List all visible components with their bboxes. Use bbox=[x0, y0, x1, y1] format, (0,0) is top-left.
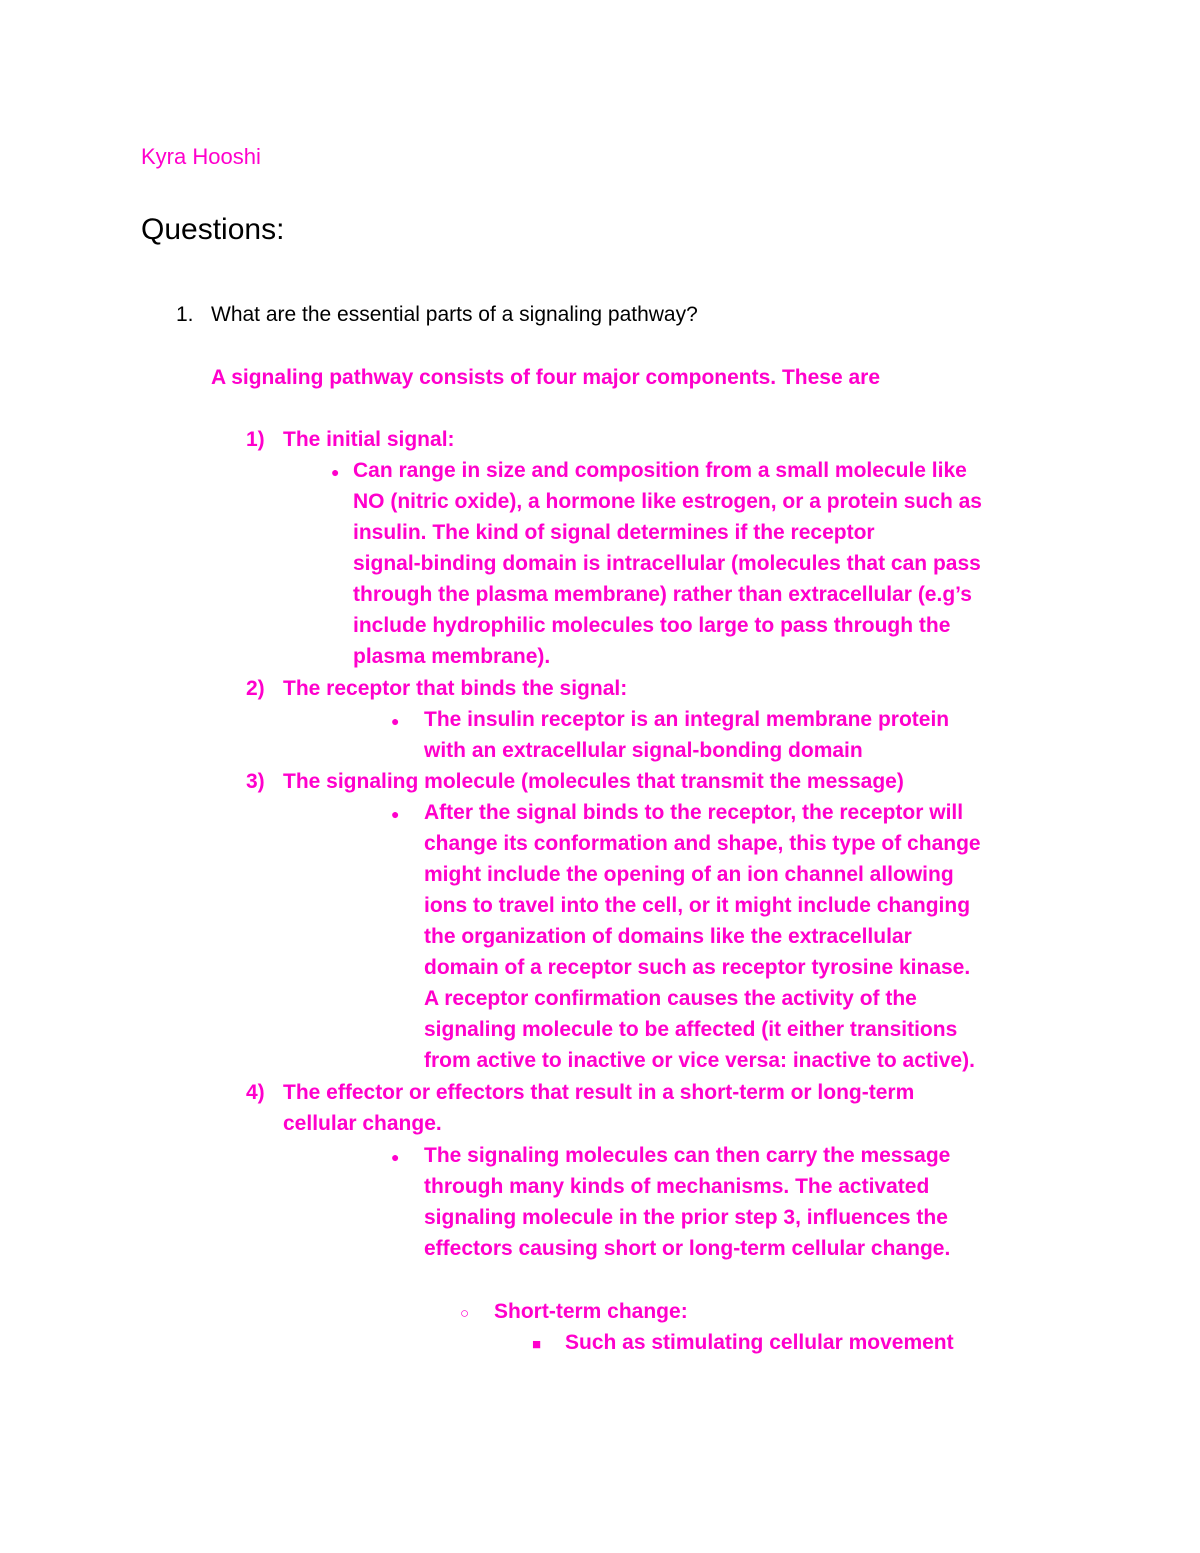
sub-item-label: Short-term change: bbox=[494, 1300, 688, 1323]
bullet-line: the organization of domains like the extracellular bbox=[424, 925, 912, 948]
bullet-line: domain of a receptor such as receptor tyrosine kinase. bbox=[424, 956, 971, 979]
hollow-circle-icon: ○ bbox=[460, 1305, 470, 1322]
bullet-line: through many kinds of mechanisms. The activated bbox=[424, 1175, 930, 1198]
bullet-icon: ● bbox=[391, 713, 400, 729]
bullet-line: from active to inactive or vice versa: inactive to active). bbox=[424, 1049, 975, 1072]
bullet-line: The signaling molecules can then carry the message bbox=[424, 1144, 951, 1167]
component-number: 4) bbox=[246, 1081, 265, 1104]
component-bullet-text bbox=[424, 704, 949, 766]
component-label bbox=[283, 1077, 914, 1139]
question-text: What are the essential parts of a signaling pathway? bbox=[211, 303, 698, 326]
question-number: 1. bbox=[176, 303, 194, 326]
square-bullet-icon: ■ bbox=[532, 1336, 542, 1353]
bullet-line: After the signal binds to the receptor, the receptor will bbox=[424, 801, 964, 824]
label-line: The effector or effectors that result in a short-term or long-term bbox=[283, 1081, 915, 1104]
component-number: 3) bbox=[246, 770, 265, 793]
sub-sub-item-text: Such as stimulating cellular movement bbox=[565, 1331, 954, 1354]
bullet-line: ions to travel into the cell, or it might include changing bbox=[424, 894, 971, 917]
bullet-icon: ● bbox=[331, 464, 340, 480]
component-bullet-text bbox=[424, 1140, 950, 1264]
question-1 bbox=[176, 301, 698, 329]
bullet-line: NO (nitric oxide), a hormone like estrogen, or a protein such as bbox=[353, 490, 982, 513]
bullet-line: signaling molecule in the prior step 3, influences the bbox=[424, 1206, 948, 1229]
bullet-line: change its conformation and shape, this type of change bbox=[424, 832, 981, 855]
bullet-line: plasma membrane). bbox=[353, 645, 551, 668]
bullet-icon: ● bbox=[391, 1149, 400, 1165]
bullet-line: A receptor confirmation causes the activity of the bbox=[424, 987, 917, 1010]
bullet-line: through the plasma membrane) rather than extracellular (e.g’s bbox=[353, 583, 972, 606]
bullet-line: signaling molecule to be affected (it either transitions bbox=[424, 1018, 958, 1041]
component-number: 1) bbox=[246, 428, 265, 451]
component-bullet-text bbox=[353, 455, 982, 672]
bullet-line: The insulin receptor is an integral membrane protein bbox=[424, 708, 950, 731]
component-label: The signaling molecule (molecules that transmit the message) bbox=[283, 770, 904, 793]
bullet-line: might include the opening of an ion channel allowing bbox=[424, 863, 954, 886]
bullet-line: effectors causing short or long-term cellular change. bbox=[424, 1237, 951, 1260]
bullet-line: signal-binding domain is intracellular (molecules that can pass bbox=[353, 552, 981, 575]
bullet-line: insulin. The kind of signal determines if the receptor bbox=[353, 521, 875, 544]
component-bullet-text bbox=[424, 797, 981, 1076]
bullet-icon: ● bbox=[391, 806, 400, 822]
component-number: 2) bbox=[246, 677, 265, 700]
author-name: Kyra Hooshi bbox=[141, 144, 261, 169]
bullet-line: with an extracellular signal-bonding domain bbox=[424, 739, 863, 762]
label-line: cellular change. bbox=[283, 1112, 442, 1135]
bullet-line: include hydrophilic molecules too large to pass through the bbox=[353, 614, 951, 637]
section-heading: Questions: bbox=[141, 213, 285, 246]
answer-intro: A signaling pathway consists of four major components. These are bbox=[211, 366, 881, 389]
component-label: The receptor that binds the signal: bbox=[283, 677, 628, 700]
component-label: The initial signal: bbox=[283, 428, 455, 451]
bullet-line: Can range in size and composition from a small molecule like bbox=[353, 459, 967, 482]
